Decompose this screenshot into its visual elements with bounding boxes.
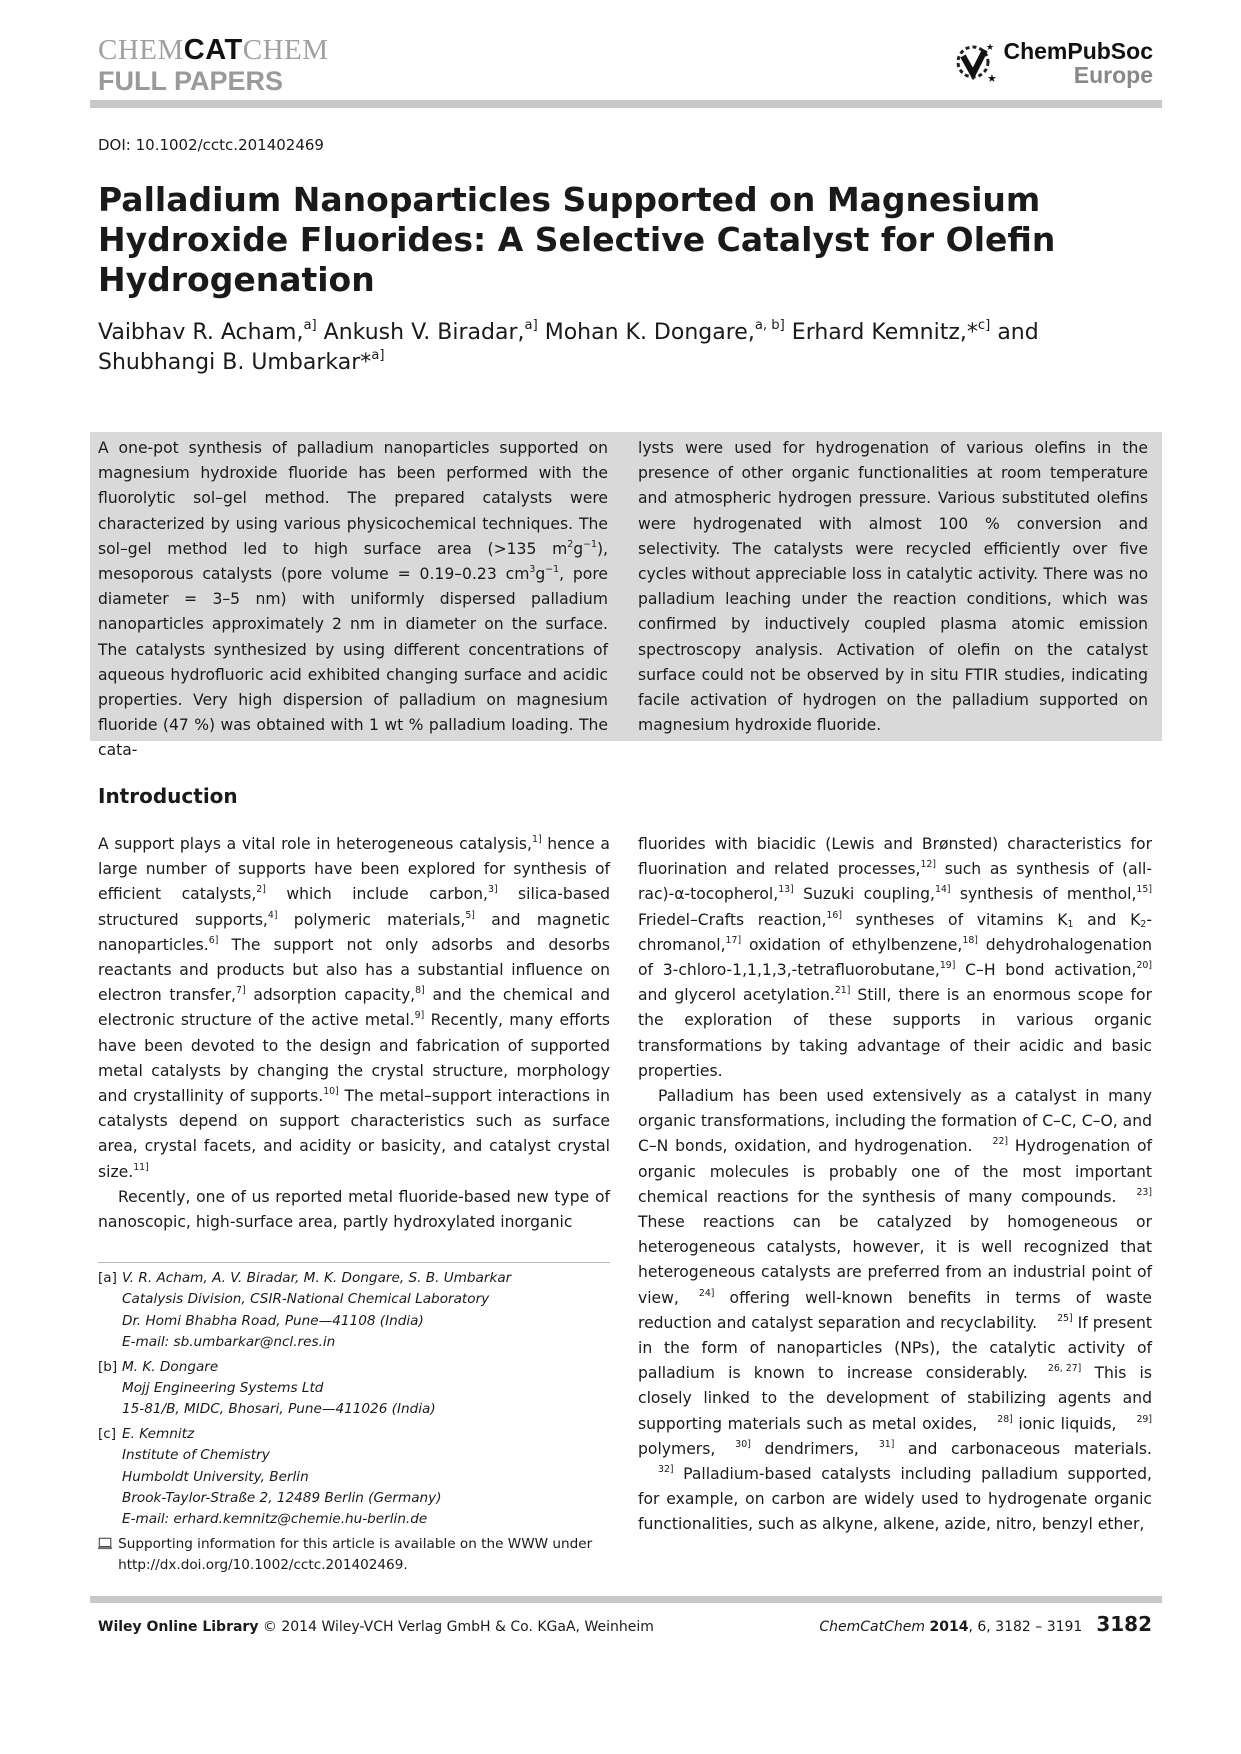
affiliation-footnote	[98, 1424, 610, 1531]
citation-marker[interactable]: ^[a]	[371, 348, 385, 364]
subscript: 1	[1067, 918, 1074, 930]
affiliation-line: Institute of Chemistry	[122, 1447, 270, 1464]
citation-marker[interactable]: ^[14]	[934, 884, 951, 896]
citation-year: 2014	[929, 1619, 969, 1635]
citation-marker[interactable]: ^[c]	[977, 318, 991, 334]
citation-marker[interactable]: ^[9]	[414, 1010, 425, 1022]
citation-marker[interactable]: ^[4]	[267, 909, 278, 921]
affiliation-line[interactable]: E-mail: erhard.kemnitz@chemie.hu-berlin.de	[122, 1511, 428, 1528]
citation-marker[interactable]: ^[6]	[208, 934, 219, 946]
citation-marker[interactable]: ^[a, b]	[754, 318, 785, 334]
journal-name	[98, 34, 329, 67]
citation-marker[interactable]: ^[a]	[524, 318, 538, 334]
body-right-column	[638, 832, 1152, 1538]
publisher-name: ChemPubSoc	[1003, 37, 1153, 64]
citation-marker[interactable]: ^[17]	[725, 934, 742, 946]
citation-marker[interactable]: ^[31]	[878, 1438, 895, 1450]
citation-marker[interactable]: ^[18]	[962, 934, 978, 946]
body-left-column	[98, 832, 610, 1235]
citation-marker[interactable]: ^[23]	[1136, 1186, 1152, 1198]
wiley-online-library-link[interactable]: Wiley Online Library	[98, 1619, 259, 1635]
citation-marker[interactable]: ^[25]	[1057, 1312, 1073, 1324]
affiliation-line: Brook-Taylor-Straße 2, 12489 Berlin (Germany)	[122, 1490, 442, 1507]
affiliation-line: V. R. Acham, A. V. Biradar, M. K. Dongare, S. B. Umbarkar	[122, 1270, 512, 1286]
citation-marker[interactable]: ^2	[567, 538, 574, 550]
citation-marker[interactable]: ^−1	[545, 564, 560, 575]
affiliation-line: Humboldt University, Berlin	[122, 1468, 309, 1485]
journal-name-part: CAT	[183, 34, 243, 66]
svg-text:★: ★	[986, 43, 995, 53]
article-title: Palladium Nanoparticles Supported on Magnesium Hydroxide Fluorides: A Selective Catalyst for Olefin Hydrogenation	[98, 180, 1056, 299]
citation-marker[interactable]: ^[30]	[735, 1438, 751, 1450]
citation-marker[interactable]: ^[3]	[487, 884, 498, 896]
citation-volume-pages: , 6, 3182 – 3191	[968, 1619, 1083, 1635]
supporting-info-note	[98, 1534, 610, 1577]
publisher-region: Europe	[1073, 62, 1153, 88]
affiliation-line: Dr. Homi Bhabha Road, Pune—41108 (India)	[122, 1312, 424, 1329]
citation-marker[interactable]: ^[24]	[698, 1287, 715, 1299]
citation-marker[interactable]: ^[12]	[920, 859, 937, 871]
paragraph: A support plays a vital role in heterogeneous catalysis,$^{\^{}[1]}$ hence a large number of supports have been explored for synthesis of efficient catalysts,$^{\^{}[2]}$ which include carbon,$^{\^{}[3]}$ silica-based structured supports,$^{\^{}[4]}$ polymeric materials,$^{\^{}[5]}$ and magnetic nanoparticles.$^{\^{}[6]}$ The support not only adsorbs and desorbs reactants and products but also has a substantial influence on electron transfer,$^{\^{}[7]}$ adsorption capacity,$^{\^{}[8]}$ and the chemical and electronic structure of the active metal.$^{\^{}[9]}$ Recently, many efforts have been devoted to the design and fabrication of supported metal catalysts by changing the crystal structure, morphology and crystallinity of supports.$^{\^{}[10]}$ The metal–support interactions in catalysts depend on support characteristics such as surface area, crystal facets, and acidity or basicity, and catalyst crystal size.$^{\^{}[11]}$	[98, 833, 610, 1181]
paragraph: Recently, one of us reported metal fluoride-based new type of nanoscopic, high-surface area, partly hydroxylated inorganic	[98, 1187, 610, 1232]
doi[interactable]: DOI: 10.1002/cctc.201402469	[98, 136, 324, 154]
citation-marker[interactable]: ^[22]	[992, 1136, 1009, 1148]
publisher-logo	[953, 38, 1153, 88]
citation-marker[interactable]: ^[1]	[531, 833, 542, 845]
affiliation-line[interactable]: E-mail: sb.umbarkar@ncl.res.in	[122, 1334, 336, 1351]
citation-marker[interactable]: ^[8]	[415, 985, 425, 997]
paragraph: fluorides with biacidic (Lewis and Brønsted) characteristics for fluorination and related processes,$^{\^{}[12]}$ such as synthesis of (all-rac)-α-tocopherol,$^{\^{}[13]}$ Suzuki coupling,$^{\^{}[14]}$ synthesis of menthol,$^{\^{}[15]}$ Friedel–Crafts reaction,$^{\^{}[16]}$ syntheses of vitamins $K_1$ and $K_2-chromanol,^{\^{}[17]}$ oxidation of ethylbenzene,$^{\^{}[18]}$ dehydrohalogenation of 3-chloro-1,1,1,3,-tetrafluorobutane,$^{\^{}[19]}$ C–H bond activation,$^{\^{}[20]}$ and glycerol acetylation.$^{\^{}[21]}$ Still, there is an enormous scope for the exploration of these supports in various organic transformations by taking advantage of their acidic and basic properties.	[638, 835, 1152, 1080]
supporting-info-text[interactable]: Supporting information for this article is available on the WWW under http://dx.doi.org/10.1002/cctc.201402469.	[118, 1535, 593, 1574]
citation-marker[interactable]: ^[a]	[303, 318, 317, 334]
paragraph: Palladium has been used extensively as a catalyst in many organic transformations, including the formation of C–C, C–O, and C–N bonds, oxidation, and hydrogenation.$^{\^{}[22]}$ Hydrogenation of organic molecules is probably one of the most important chemical reactions for the synthesis of many compounds.$^{\^{}[23]}$ These reactions can be catalyzed by homogeneous or heterogeneous catalysts, however, it is well recognized that heterogeneous catalysts are preferred from an industrial point of view,$^{\^{}[24]}$ offering well-known benefits in terms of waste reduction and catalyst separation and recyclability.$^{\^{}[25]}$ If present in the form of nanoparticles (NPs), the catalytic activity of palladium is known to increase considerably.$^{\^{}[26, 27]}$ This is closely linked to the development of stabilizing agents and supporting materials such as metal oxides,$^{\^{}[28]}$ ionic liquids,$^{\^{}[29]}$ polymers,$^{\^{}[30]}$ dendrimers,$^{\^{}[31]}$ and carbonaceous materials.$^{\^{}[32]}$ Palladium-based catalysts including palladium supported, for example, on carbon are widely used to hydrogenate organic functionalities, such as alkyne, alkene, azide, nitro, benzyl ether,	[638, 1087, 1152, 1534]
computer-icon	[98, 1534, 112, 1554]
citation-marker[interactable]: ^[19]	[939, 960, 956, 971]
affiliation-line: 15-81/B, MIDC, Bhosari, Pune—411026 (India)	[122, 1401, 436, 1418]
citation-marker[interactable]: ^[26, 27]	[1047, 1363, 1082, 1375]
citation-marker[interactable]: ^[29]	[1136, 1413, 1152, 1425]
abstract-left-column: A one-pot synthesis of palladium nanoparticles supported on magnesium hydroxide fluoride has been performed with the fluorolytic sol–gel method. The prepared catalysts were characterized by using various physicochemical techniques. The sol–gel method led to high surface area (>135 $m^{\^{}2}g^{\^{}-1}$), mesoporous catalysts (pore volume = 0.19–0.23 $cm^{\^{}3}g^{\^{}-1}$, pore diameter = 3–5 nm) with uniformly dispersed palladium nanoparticles approximately 2 nm in diameter on the surface. The catalysts synthesized by using different concentrations of aqueous hydrofluoric acid exhibited changing surface and acidic properties. Very high dispersion of palladium on magnesium fluoride (47 %) was obtained with 1 wt % palladium loading. The cata-	[98, 439, 608, 760]
footnote-rule	[98, 1262, 610, 1263]
footer-rule	[90, 1596, 1162, 1603]
citation-marker[interactable]: ^[2]	[256, 884, 266, 896]
citation-marker[interactable]: ^−1	[583, 538, 597, 550]
svg-text:★: ★	[987, 72, 998, 85]
page-footer	[98, 1612, 1152, 1636]
abstract	[90, 432, 1162, 760]
citation-journal: ChemCatChem	[819, 1619, 926, 1635]
header-rule	[90, 100, 1162, 108]
section-heading-introduction: Introduction	[98, 784, 238, 808]
affiliation-footnote	[98, 1357, 610, 1421]
citation-marker[interactable]: ^[13]	[778, 884, 794, 896]
citation-marker[interactable]: ^[20]	[1136, 960, 1152, 971]
section-label: FULL PAPERS	[98, 66, 284, 96]
journal-name-part: CHEM	[98, 34, 184, 66]
citation-marker[interactable]: ^[28]	[997, 1413, 1013, 1425]
footnote-label: [b]	[98, 1358, 118, 1375]
journal-name-part: CHEM	[242, 34, 329, 66]
affiliation-line: Mojj Engineering Systems Ltd	[122, 1380, 324, 1397]
subscript: 2	[1140, 918, 1147, 930]
copyright: © 2014 Wiley-VCH Verlag GmbH & Co. KGaA, Weinheim	[262, 1619, 654, 1635]
chempubsoc-emblem-icon	[953, 38, 997, 88]
author-list: Vaibhav R. Acham,$^{\^{}[a]}$ Ankush V. Biradar,$^{\^{}[a]}$ Mohan K. Dongare,$^{\^{}[a, b]}$ Erhard Kemnitz,*$^{\^{}[c]}$ and Shubhangi B. Umbarkar*$^{\^{}[a]}$	[98, 318, 1039, 375]
abstract-right-column: lysts were used for hydrogenation of various olefins in the presence of other organic functionalities at room temperature and atmospheric hydrogen pressure. Various substituted olefins were hydrogenated with almost 100 % conversion and selectivity. The catalysts were recycled efficiently over five cycles without appreciable loss in catalytic activity. There was no palladium leaching under the reaction conditions, which was confirmed by inductively coupled plasma atomic emission spectroscopy analysis. Activation of olefin on the catalyst surface could not be observed by in situ FTIR studies, indicating facile activation of hydrogen on the palladium supported on magnesium hydroxide fluoride.	[638, 439, 1148, 735]
affiliation-line: M. K. Dongare	[122, 1358, 219, 1375]
footnote-label: [a]	[98, 1270, 117, 1286]
citation-marker[interactable]: ^[21]	[834, 985, 851, 997]
citation-marker[interactable]: ^3	[529, 564, 536, 575]
citation-marker[interactable]: ^[5]	[465, 909, 475, 921]
page-number: 3182	[1096, 1612, 1152, 1636]
affiliation-line: E. Kemnitz	[122, 1425, 195, 1442]
affiliation-footnote	[98, 1268, 610, 1354]
citation-marker[interactable]: ^[7]	[235, 985, 246, 997]
affiliation-line: Catalysis Division, CSIR-National Chemical Laboratory	[122, 1291, 490, 1308]
citation-marker[interactable]: ^[10]	[323, 1086, 339, 1098]
affiliations	[98, 1268, 610, 1577]
footnote-label: [c]	[98, 1425, 117, 1442]
citation-marker[interactable]: ^[11]	[133, 1161, 149, 1173]
citation-marker[interactable]: ^[15]	[1136, 884, 1152, 896]
citation-marker[interactable]: ^[32]	[658, 1464, 674, 1476]
citation-marker[interactable]: ^[16]	[826, 909, 842, 921]
